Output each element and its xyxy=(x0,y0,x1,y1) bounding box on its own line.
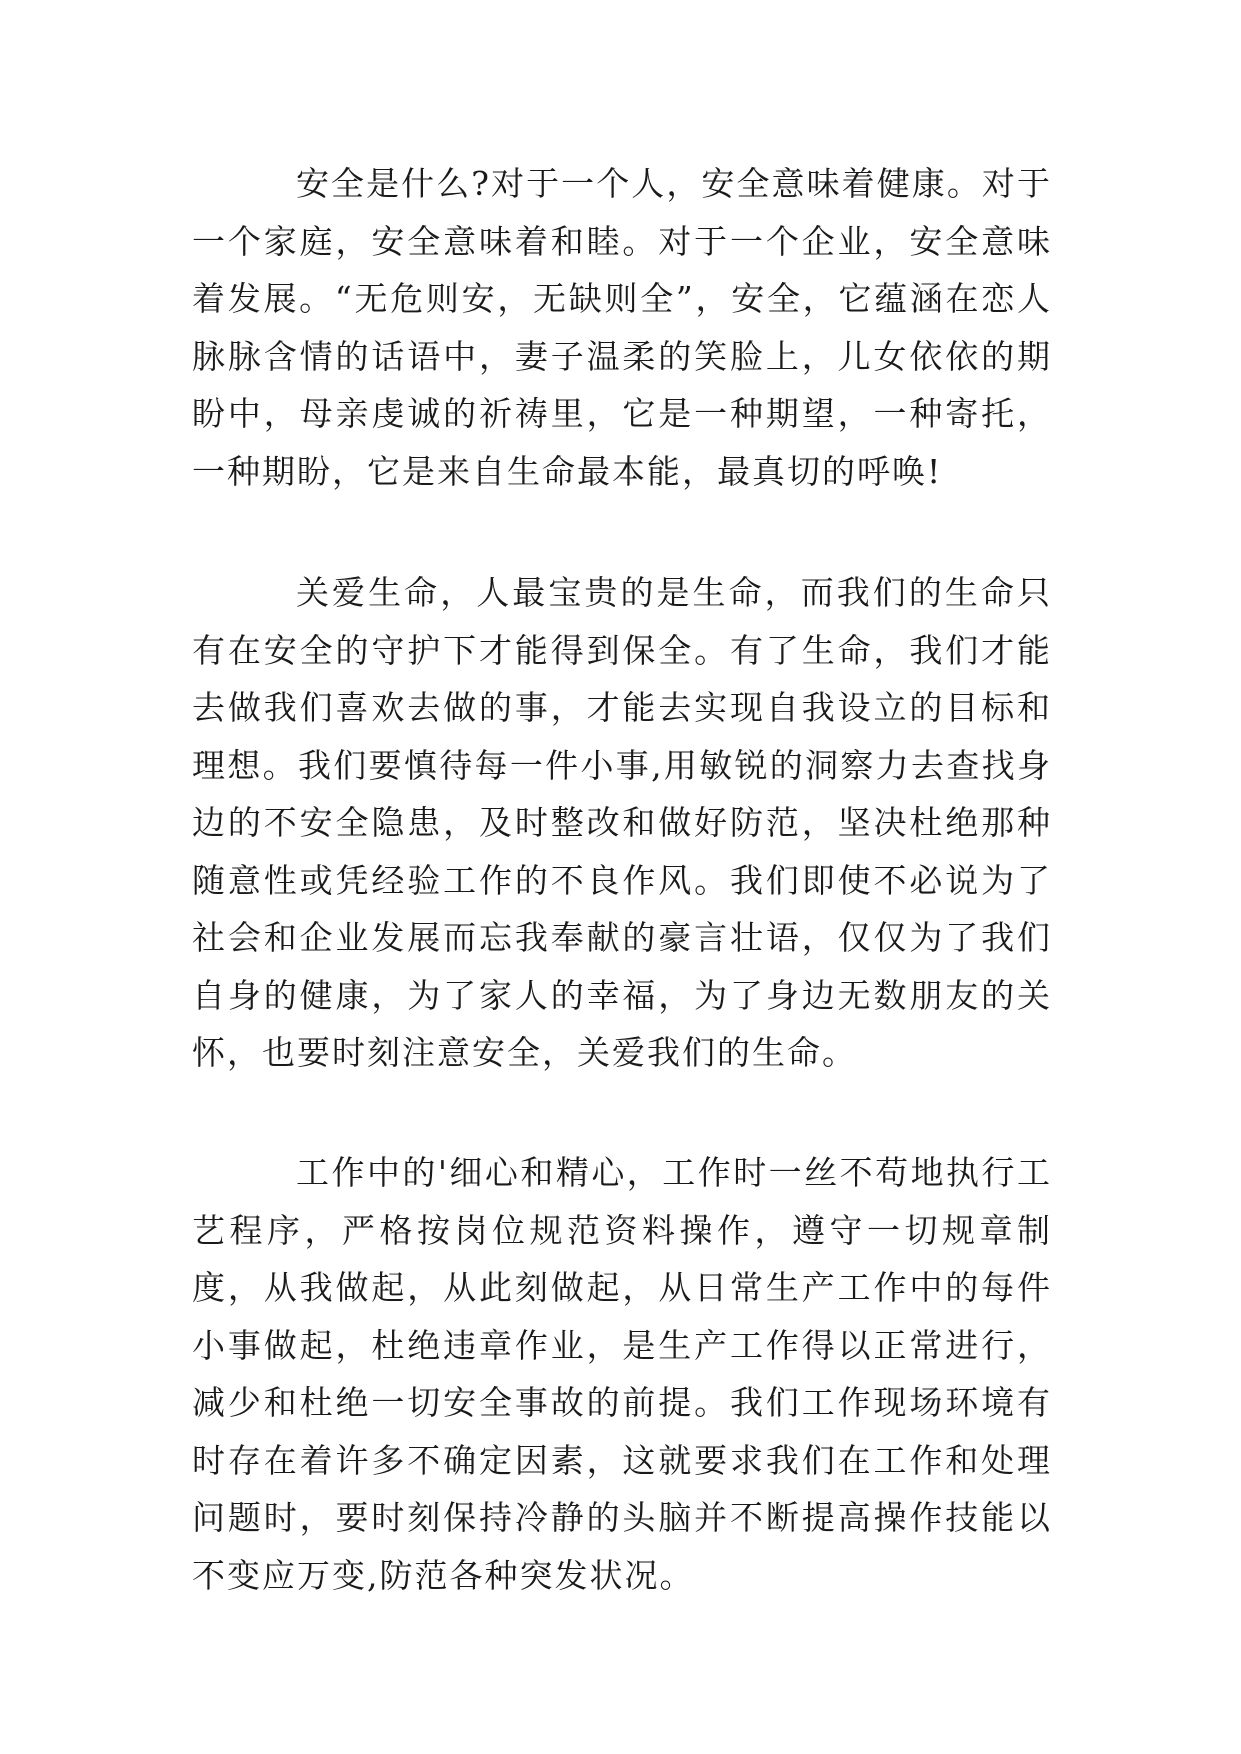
paragraph-safety-meaning: 安全是什么?对于一个人，安全意味着健康。对于一个家庭，安全意味着和睦。对于一个企业，安全意味着发展。“无危则安，无缺则全”，安全，它蕴涵在恋人脉脉含情的话语中，妻子温柔的笑脸上，儿女依依的期盼中，母亲虔诚的祈祷里，它是一种期望，一种寄托，一种期盼，它是来自生命最本能，最真切的呼唤! xyxy=(192,164,1052,491)
paragraph-cherish-life: 关爱生命，人最宝贵的是生命，而我们的生命只有在安全的守护下才能得到保全。有了生命，我们才能去做我们喜欢去做的事，才能去实现自我设立的目标和理想。我们要慎待每一件小事,用敏锐的洞察力去查找身边的不安全隐患，及时整改和做好防范，坚决杜绝那种随意性或凭经验工作的不良作风。我们即使不必说为了社会和企业发展而忘我奉献的豪言壮语，仅仅为了我们自身的健康，为了家人的幸福，为了身边无数朋友的关怀，也要时刻注意安全，关爱我们的生命。 xyxy=(192,573,1052,1072)
paragraph-work-carefully: 工作中的'细心和精心，工作时一丝不苟地执行工艺程序，严格按岗位规范资料操作，遵守一切规章制度，从我做起，从此刻做起，从日常生产工作中的每件小事做起，杜绝违章作业，是生产工作得以正常进行，减少和杜绝一切安全事故的前提。我们工作现场环境有时存在着许多不确定因素，这就要求我们在工作和处理问题时，要时刻保持冷静的头脑并不断提高操作技能以不变应万变,防范各种突发状况。 xyxy=(192,1153,1052,1595)
